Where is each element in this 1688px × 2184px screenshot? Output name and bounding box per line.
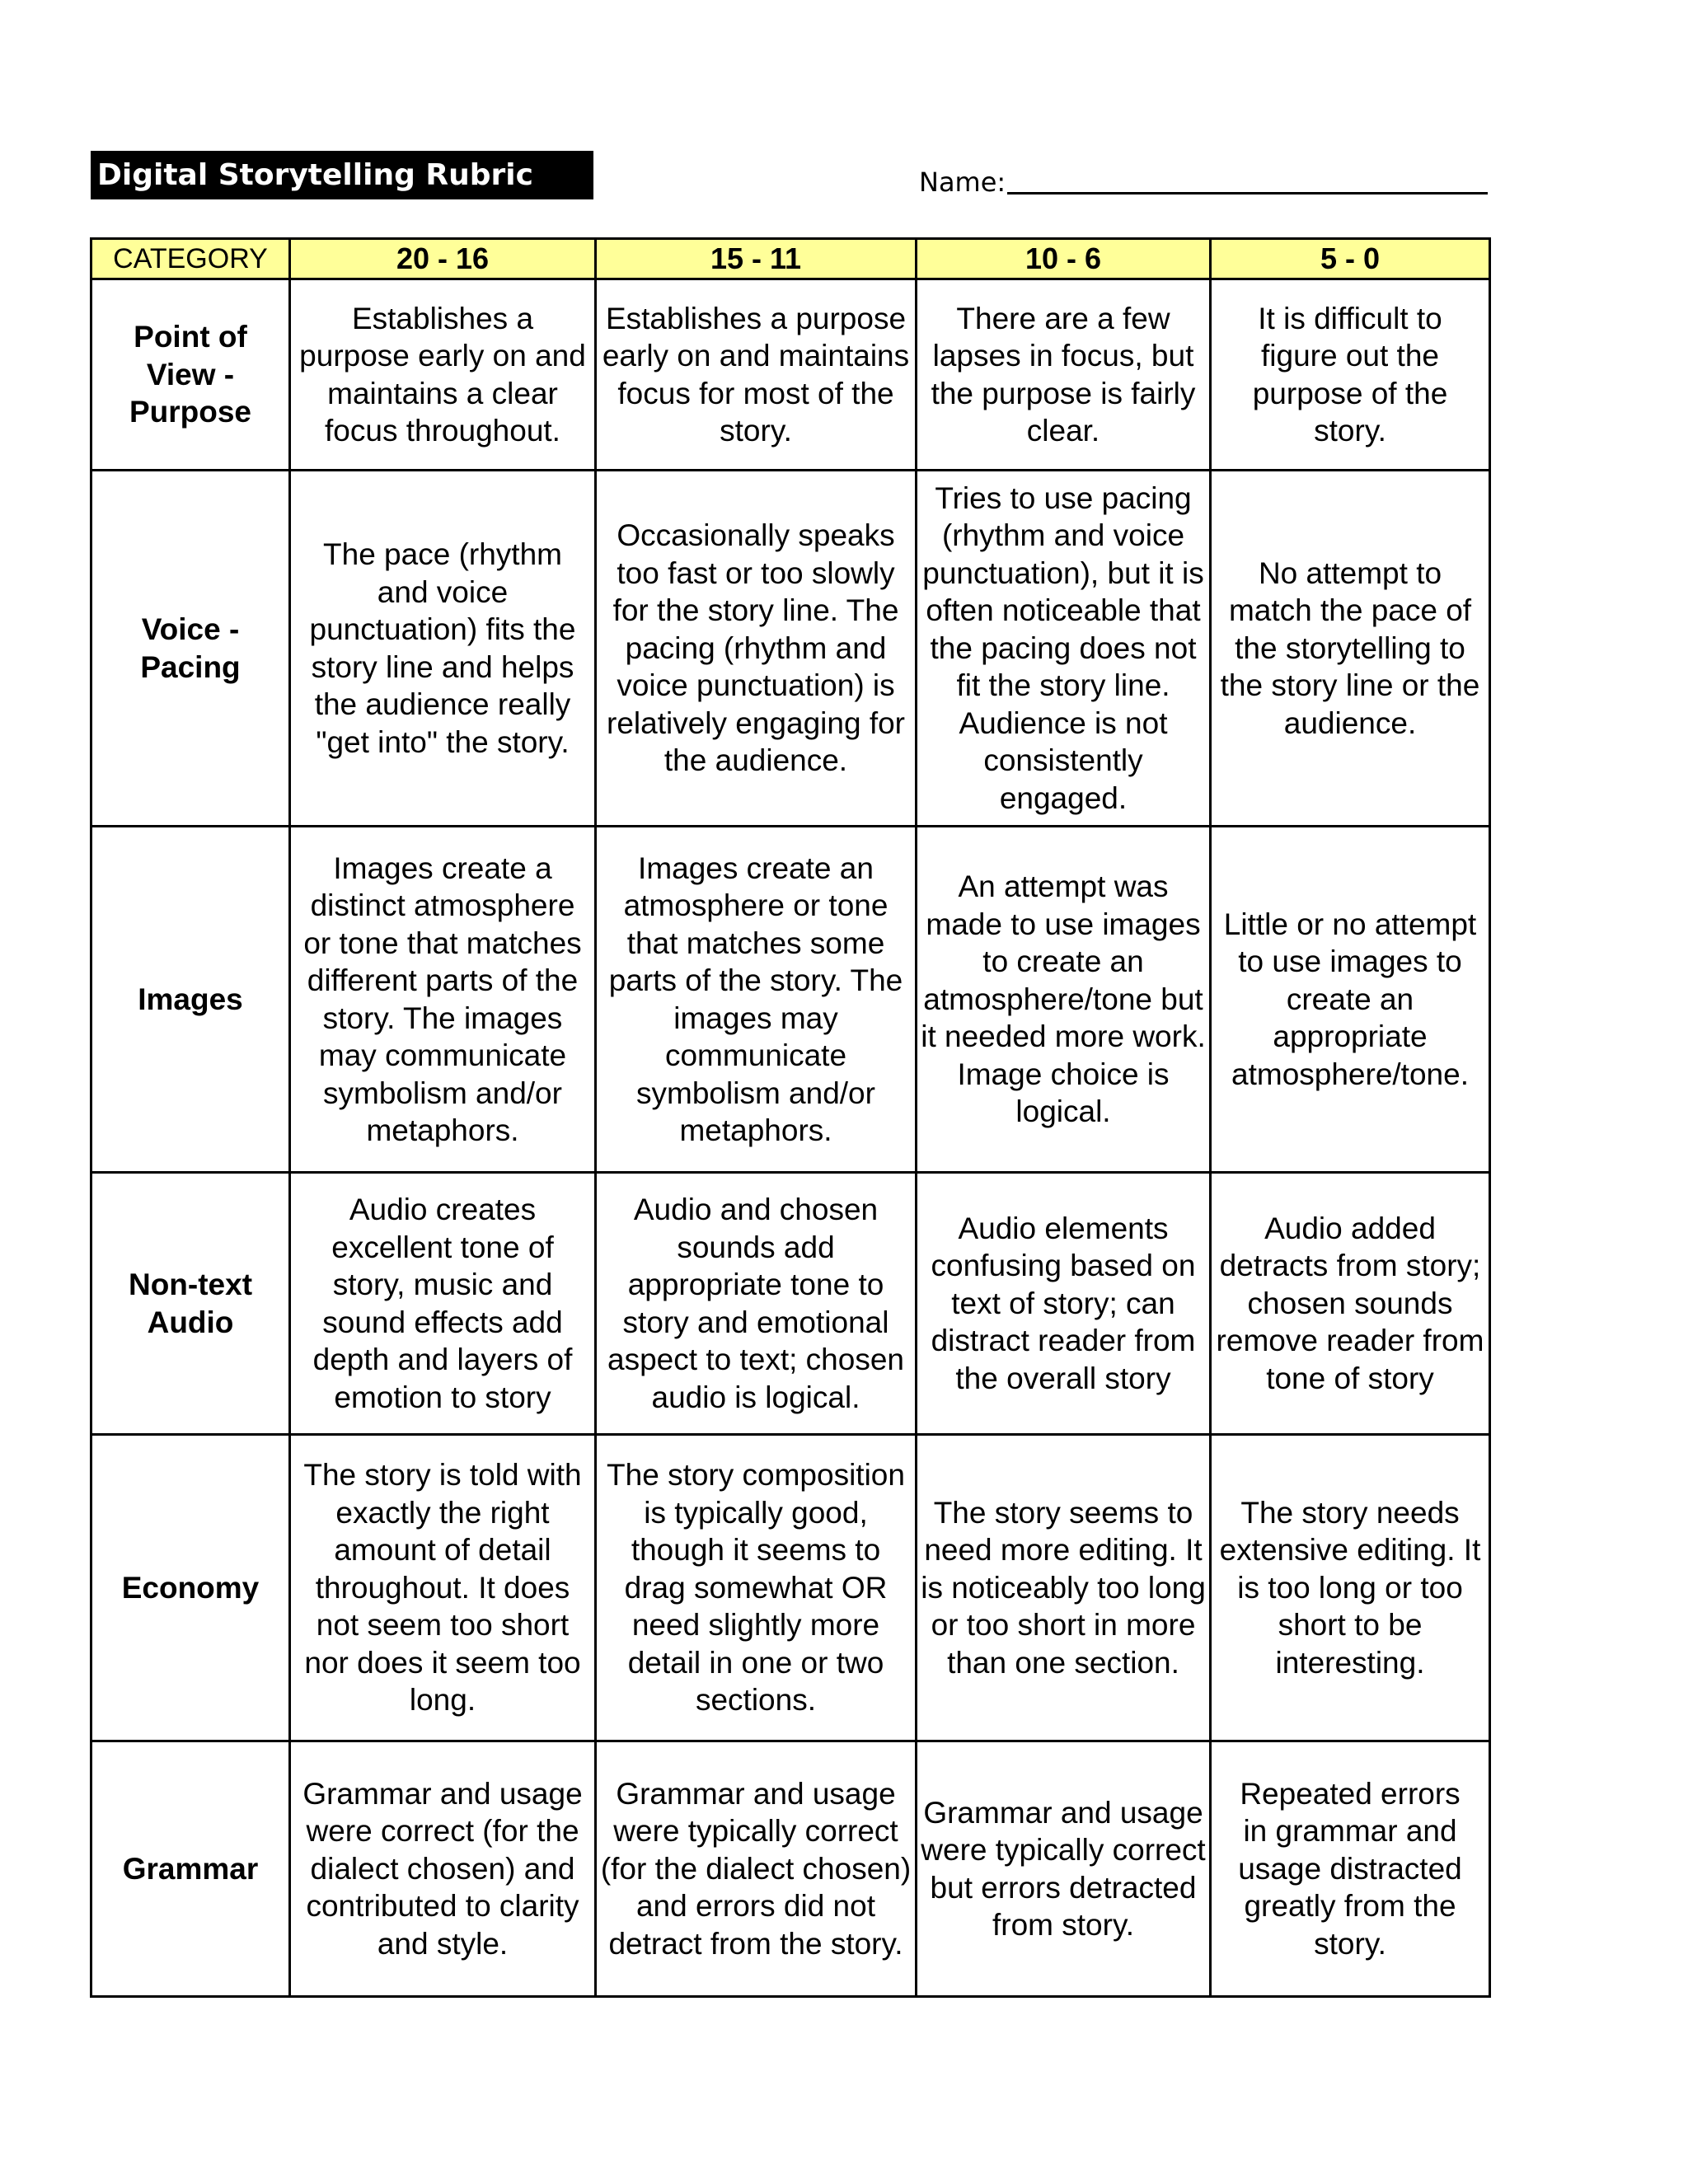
category-cell: Grammar (91, 1741, 290, 1997)
criteria-cell: Images create a distinct atmosphere or tone that matches different parts of the story. The images may communicate symbolism and/or metaphors. (290, 827, 596, 1173)
category-cell: Point of View - Purpose (91, 279, 290, 471)
criteria-cell: The story is told with exactly the right amount of detail throughout. It does not seem too short nor does it seem too long. (290, 1435, 596, 1741)
column-header-score: 20 - 16 (290, 239, 596, 279)
criteria-cell: Audio elements confusing based on text of story; can distract reader from the overall story (917, 1173, 1211, 1435)
criteria-cell: The story composition is typically good, though it seems to drag somewhat OR need slightly more detail in one or two sections. (596, 1435, 917, 1741)
criteria-cell: Grammar and usage were typically correct but errors detracted from story. (917, 1741, 1211, 1997)
criteria-cell: Establishes a purpose early on and maintains focus for most of the story. (596, 279, 917, 471)
column-header-score: 10 - 6 (917, 239, 1211, 279)
name-label: Name: (919, 166, 1006, 198)
name-field[interactable] (919, 158, 1488, 198)
criteria-cell: Images create an atmosphere or tone that matches some parts of the story. The images may communicate symbolism and/or metaphors. (596, 827, 917, 1173)
table-row (91, 1741, 1490, 1997)
column-header-score: 5 - 0 (1211, 239, 1490, 279)
name-underline (1007, 157, 1488, 194)
category-cell: Non-text Audio (91, 1173, 290, 1435)
criteria-cell: Tries to use pacing (rhythm and voice punctuation), but it is often noticeable that the pacing does not fit the story line. Audience is not consistently engaged. (917, 471, 1211, 827)
column-header-score: 15 - 11 (596, 239, 917, 279)
criteria-cell: Grammar and usage were typically correct (for the dialect chosen) and errors did not detract from the story. (596, 1741, 917, 1997)
criteria-cell: Establishes a purpose early on and maintains a clear focus throughout. (290, 279, 596, 471)
rubric-table (90, 237, 1491, 1998)
column-header-category: CATEGORY (91, 239, 290, 279)
criteria-cell: The story seems to need more editing. It is noticeably too long or too short in more than one section. (917, 1435, 1211, 1741)
criteria-cell: Audio added detracts from story; chosen sounds remove reader from tone of story (1211, 1173, 1490, 1435)
table-row (91, 1435, 1490, 1741)
table-row (91, 827, 1490, 1173)
category-cell: Images (91, 827, 290, 1173)
criteria-cell: The story needs extensive editing. It is too long or too short to be interesting. (1211, 1435, 1490, 1741)
category-cell: Economy (91, 1435, 290, 1741)
category-cell: Voice - Pacing (91, 471, 290, 827)
criteria-cell: Audio and chosen sounds add appropriate tone to story and emotional aspect to text; chosen audio is logical. (596, 1173, 917, 1435)
table-row (91, 279, 1490, 471)
criteria-cell: Little or no attempt to use images to create an appropriate atmosphere/tone. (1211, 827, 1490, 1173)
criteria-cell: Grammar and usage were correct (for the dialect chosen) and contributed to clarity and style. (290, 1741, 596, 1997)
criteria-cell: Repeated errors in grammar and usage distracted greatly from the story. (1211, 1741, 1490, 1997)
criteria-cell: It is difficult to figure out the purpose of the story. (1211, 279, 1490, 471)
table-row (91, 471, 1490, 827)
criteria-cell: Audio creates excellent tone of story, music and sound effects add depth and layers of emotion to story (290, 1173, 596, 1435)
criteria-cell: The pace (rhythm and voice punctuation) fits the story line and helps the audience really "get into" the story. (290, 471, 596, 827)
criteria-cell: An attempt was made to use images to create an atmosphere/tone but it needed more work. Image choice is logical. (917, 827, 1211, 1173)
criteria-cell: There are a few lapses in focus, but the purpose is fairly clear. (917, 279, 1211, 471)
table-row (91, 1173, 1490, 1435)
criteria-cell: Occasionally speaks too fast or too slowly for the story line. The pacing (rhythm and voice punctuation) is relatively engaging for the audience. (596, 471, 917, 827)
header-row (91, 239, 1490, 279)
page-title: Digital Storytelling Rubric (91, 151, 593, 199)
criteria-cell: No attempt to match the pace of the storytelling to the story line or the audience. (1211, 471, 1490, 827)
